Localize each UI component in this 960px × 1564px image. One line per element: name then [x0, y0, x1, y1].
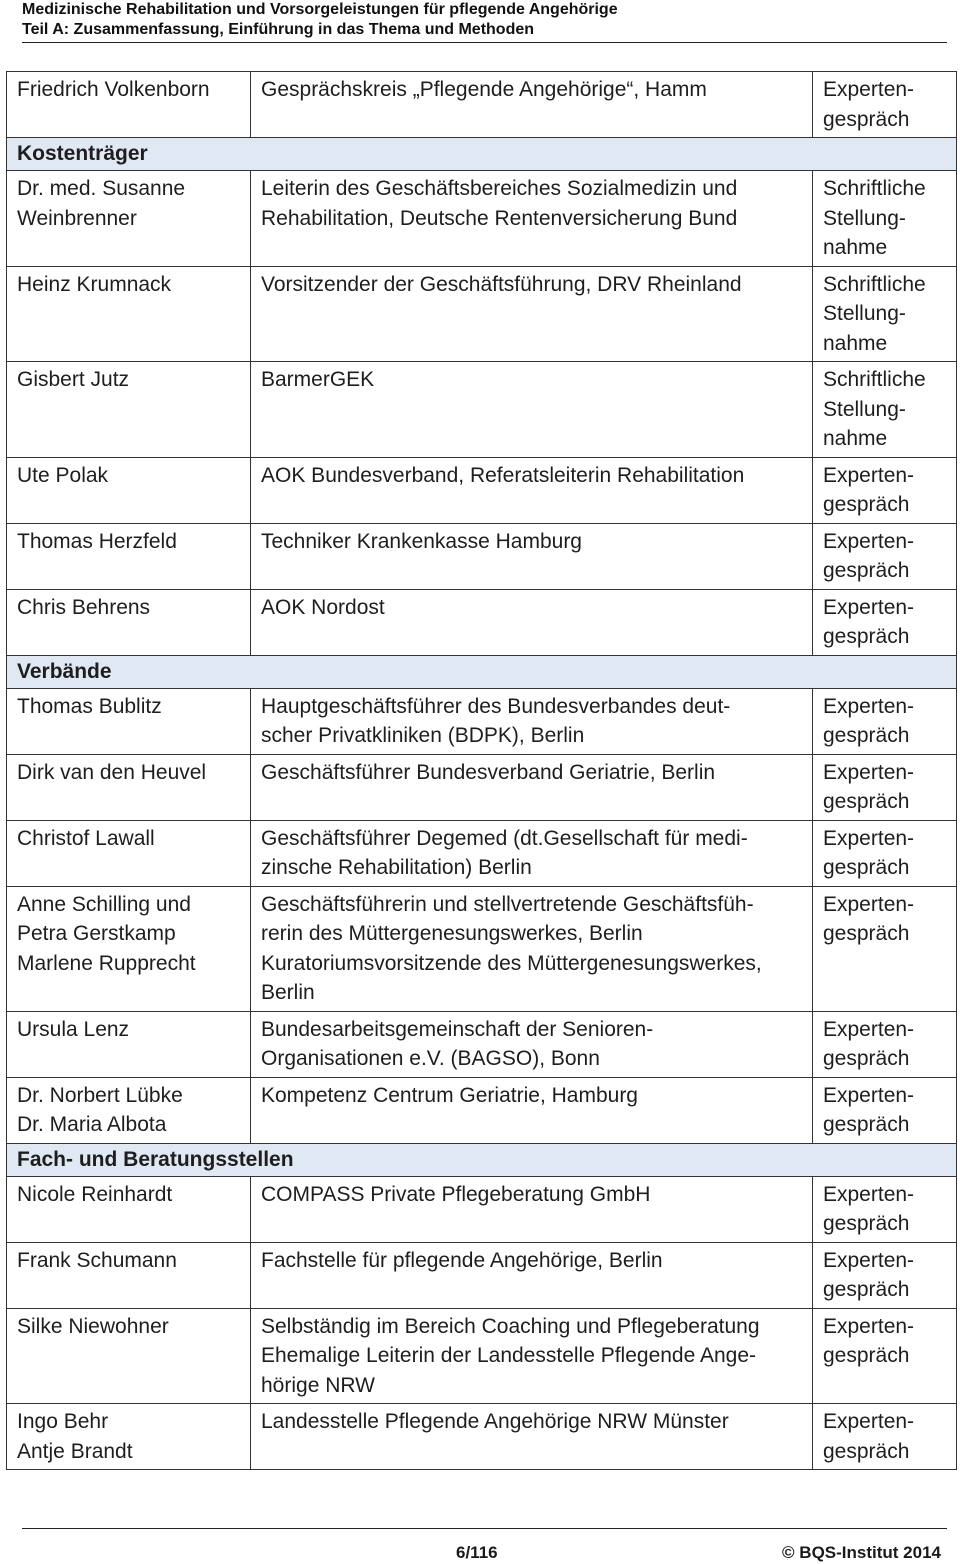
participant-name-cell [7, 362, 251, 458]
participation-form-line: Stellung- [823, 302, 906, 325]
table-row [7, 589, 957, 655]
organisation-cell [251, 171, 813, 267]
participation-form-line: Experten- [823, 529, 915, 553]
participant-name-cell [7, 523, 251, 589]
organisation-cell [251, 886, 813, 1011]
table-row [7, 523, 957, 589]
participation-form-line: Experten- [823, 1248, 915, 1272]
table-row [7, 1404, 957, 1470]
participation-form-cell [813, 523, 957, 589]
participant-name-cell [7, 1011, 251, 1077]
organisation-line: Landesstelle Pflegende Angehörige NRW Münster [261, 1410, 729, 1433]
section-header-row [7, 138, 957, 171]
participant-name-line: Chris Behrens [17, 595, 151, 619]
participation-form-line: gespräch [823, 1113, 910, 1136]
participation-form-cell [813, 72, 957, 138]
participation-form-line: Experten- [823, 1017, 915, 1041]
participation-form-line: gespräch [823, 1344, 910, 1367]
participant-name-line: Dr. Maria Albota [17, 1113, 167, 1136]
participation-form-line: Experten- [823, 78, 915, 101]
participant-name-cell [7, 1242, 251, 1308]
participants-table [6, 71, 957, 1470]
participant-name-cell [7, 886, 251, 1011]
organisation-cell [251, 1176, 813, 1242]
participant-name-line: Thomas Herzfeld [17, 529, 177, 553]
participation-form-cell [813, 1404, 957, 1470]
participant-name-line: Anne Schilling und [17, 892, 191, 916]
participant-name-line: Heinz Krumnack [17, 272, 172, 296]
section-header-row [7, 655, 957, 688]
participation-form-line: Experten- [823, 595, 915, 619]
section-label: Kostenträger [7, 138, 957, 171]
section-label: Fach- und Beratungsstellen [7, 1143, 957, 1176]
participation-form-line: gespräch [823, 1047, 910, 1070]
table-row [7, 72, 957, 138]
organisation-line: Geschäftsführerin und stellvertretende Geschäftsfüh- [261, 892, 754, 916]
organisation-line: Organisationen e.V. (BAGSO), Bonn [261, 1047, 600, 1070]
participation-form-line: gespräch [823, 856, 910, 879]
participation-form-cell [813, 457, 957, 523]
organisation-line: Geschäftsführer Degemed (dt.Gesellschaft für medi- [261, 826, 748, 850]
organisation-line: COMPASS Private Pflegeberatung GmbH [261, 1182, 651, 1206]
participation-form-cell [813, 1077, 957, 1143]
participation-form-cell [813, 1242, 957, 1308]
organisation-line: Leiterin des Geschäftsbereiches Sozialmedizin und [261, 177, 738, 200]
participation-form-line: Experten- [823, 1182, 915, 1206]
participation-form-line: Experten- [823, 1410, 915, 1433]
organisation-cell [251, 1242, 813, 1308]
organisation-line: Vorsitzender der Geschäftsführung, DRV Rheinland [261, 272, 742, 296]
organisation-line: Bundesarbeitsgemeinschaft der Senioren- [261, 1017, 654, 1041]
organisation-line: Geschäftsführer Bundesverband Geriatrie, Berlin [261, 760, 716, 784]
participation-form-cell [813, 589, 957, 655]
page-footer [22, 1528, 947, 1564]
participation-form-cell [813, 886, 957, 1011]
participation-form-line: Experten- [823, 1314, 915, 1338]
organisation-line: Selbständig im Bereich Coaching und Pflegeberatung [261, 1314, 760, 1338]
participants-table-body [7, 72, 957, 1470]
organisation-line: Gesprächskreis „Pflegende Angehörige“, Hamm [261, 78, 707, 101]
table-row [7, 1011, 957, 1077]
participation-form-line: Stellung- [823, 206, 906, 230]
participation-form-line: gespräch [823, 922, 910, 945]
table-row [7, 1176, 957, 1242]
copyright: © BQS-Institut 2014 [782, 1543, 941, 1562]
participant-name-line: Ingo Behr [17, 1410, 109, 1433]
participation-form-line: Experten- [823, 826, 915, 850]
participant-name-line: Friedrich Volkenborn [17, 78, 210, 101]
participant-name-line: Thomas Bublitz [17, 694, 162, 718]
organisation-cell [251, 72, 813, 138]
organisation-line: Hauptgeschäftsführer des Bundesverbandes deut- [261, 694, 731, 718]
organisation-line: AOK Bundesverband, Referatsleiterin Rehabilitation [261, 463, 745, 487]
participation-form-cell [813, 754, 957, 820]
organisation-line: zinsche Rehabilitation) Berlin [261, 856, 532, 879]
header-title: Medizinische Rehabilitation und Vorsorgeleistungen für pflegende Angehörige [22, 1, 618, 18]
table-row [7, 266, 957, 362]
participation-form-cell [813, 1176, 957, 1242]
participant-name-line: Dirk van den Heuvel [17, 760, 207, 784]
participant-name-cell [7, 72, 251, 138]
participant-name-line: Christof Lawall [17, 826, 155, 850]
participation-form-line: gespräch [823, 493, 910, 516]
participant-name-line: Frank Schumann [17, 1248, 177, 1272]
table-row [7, 688, 957, 754]
organisation-cell [251, 266, 813, 362]
organisation-cell [251, 362, 813, 458]
organisation-cell [251, 1011, 813, 1077]
participation-form-cell [813, 362, 957, 458]
organisation-line: Techniker Krankenkasse Hamburg [261, 529, 582, 553]
organisation-cell [251, 820, 813, 886]
header-subtitle: Teil A: Zusammenfassung, Einführung in das Thema und Methoden [22, 21, 535, 38]
section-header-row [7, 1143, 957, 1176]
participation-form-cell [813, 1011, 957, 1077]
organisation-line: AOK Nordost [261, 595, 385, 619]
organisation-cell [251, 754, 813, 820]
participation-form-line: nahme [823, 331, 888, 355]
participation-form-cell [813, 171, 957, 267]
participant-name-line: Dr. med. Susanne [17, 177, 186, 200]
participant-name-cell [7, 1176, 251, 1242]
participation-form-line: nahme [823, 427, 888, 450]
organisation-cell [251, 523, 813, 589]
participation-form-line: gespräch [823, 107, 910, 131]
participant-name-line: Ute Polak [17, 463, 109, 487]
participant-name-cell [7, 266, 251, 362]
participant-name-line: Gisbert Jutz [17, 368, 130, 391]
participation-form-line: Experten- [823, 1083, 915, 1107]
organisation-cell [251, 688, 813, 754]
organisation-cell [251, 457, 813, 523]
participation-form-line: Schriftliche [823, 368, 926, 391]
organisation-line: Rehabilitation, Deutsche Rentenversicherung Bund [261, 206, 738, 230]
participant-name-line: Ursula Lenz [17, 1017, 130, 1041]
participation-form-line: gespräch [823, 1439, 910, 1463]
participant-name-line: Antje Brandt [17, 1439, 133, 1463]
participant-name-line: Nicole Reinhardt [17, 1182, 173, 1206]
participation-form-line: nahme [823, 236, 888, 259]
table-row [7, 754, 957, 820]
table-row [7, 457, 957, 523]
participation-form-line: Stellung- [823, 397, 906, 421]
participant-name-line: Silke Niewohner [17, 1314, 169, 1338]
table-row [7, 886, 957, 1011]
participant-name-cell [7, 820, 251, 886]
organisation-line: Berlin [261, 981, 315, 1004]
organisation-cell [251, 589, 813, 655]
organisation-line: Kuratoriumsvorsitzende des Müttergenesungswerkes, [261, 951, 762, 975]
participation-form-line: gespräch [823, 1212, 910, 1235]
participation-form-line: Experten- [823, 892, 915, 916]
participation-form-line: Schriftliche [823, 272, 926, 296]
participant-name-cell [7, 1077, 251, 1143]
section-label: Verbände [7, 655, 957, 688]
page-number: 6/116 [456, 1543, 498, 1562]
table-row [7, 1077, 957, 1143]
participation-form-cell [813, 820, 957, 886]
table-row [7, 171, 957, 267]
participant-name-cell [7, 1404, 251, 1470]
participation-form-line: Experten- [823, 694, 915, 718]
table-row [7, 820, 957, 886]
table-row [7, 1308, 957, 1404]
organisation-line: BarmerGEK [261, 368, 375, 391]
participation-form-cell [813, 1308, 957, 1404]
organisation-cell [251, 1404, 813, 1470]
organisation-line: Fachstelle für pflegende Angehörige, Berlin [261, 1248, 663, 1272]
participation-form-cell [813, 266, 957, 362]
participant-name-line: Dr. Norbert Lübke [17, 1083, 183, 1107]
participant-name-line: Weinbrenner [17, 206, 137, 230]
participant-name-cell [7, 1308, 251, 1404]
organisation-cell [251, 1308, 813, 1404]
organisation-line: hörige NRW [261, 1373, 375, 1397]
organisation-cell [251, 1077, 813, 1143]
organisation-line: rerin des Müttergenesungswerkes, Berlin [261, 922, 643, 945]
organisation-line: Ehemalige Leiterin der Landesstelle Pflegende Ange- [261, 1344, 757, 1367]
participation-form-line: gespräch [823, 625, 910, 648]
table-row [7, 362, 957, 458]
participant-name-line: Marlene Rupprecht [17, 951, 196, 975]
participation-form-line: Experten- [823, 760, 915, 784]
page-header [22, 0, 947, 43]
participant-name-cell [7, 171, 251, 267]
participation-form-line: gespräch [823, 1278, 910, 1301]
participant-name-cell [7, 754, 251, 820]
participant-name-cell [7, 589, 251, 655]
participation-form-line: gespräch [823, 790, 910, 813]
participation-form-line: gespräch [823, 724, 910, 747]
participant-name-cell [7, 457, 251, 523]
organisation-line: scher Privatkliniken (BDPK), Berlin [261, 724, 585, 747]
participant-name-line: Petra Gerstkamp [17, 922, 176, 945]
participation-form-cell [813, 688, 957, 754]
participant-name-cell [7, 688, 251, 754]
participation-form-line: gespräch [823, 559, 910, 582]
participation-form-line: Experten- [823, 463, 915, 487]
organisation-line: Kompetenz Centrum Geriatrie, Hamburg [261, 1083, 638, 1107]
participation-form-line: Schriftliche [823, 177, 926, 200]
table-row [7, 1242, 957, 1308]
